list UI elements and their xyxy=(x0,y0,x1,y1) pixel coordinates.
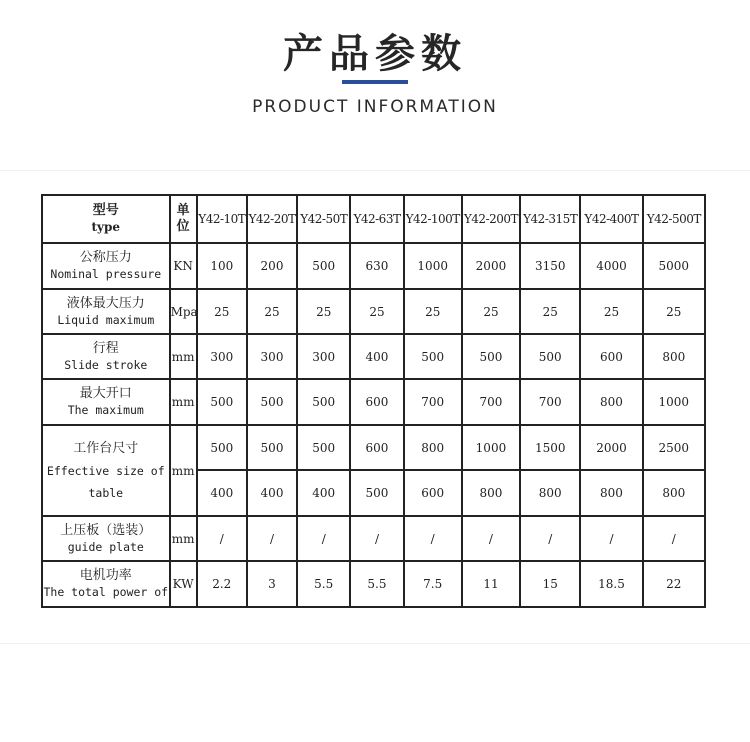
value-cell: 500 xyxy=(197,425,247,470)
row-label-cn: 行程 xyxy=(92,340,119,356)
model-cell: Y42-315T xyxy=(520,195,580,243)
value-cell: / xyxy=(197,516,247,561)
row-label-en: Slide stroke xyxy=(64,357,148,372)
model-cell: Y42-20T xyxy=(247,195,297,243)
row-label xyxy=(42,379,170,425)
row-label-cn: 公称压力 xyxy=(79,250,132,265)
value-cell: 25 xyxy=(297,289,350,334)
value-cell: 1000 xyxy=(643,379,705,425)
value-cell: 100 xyxy=(197,243,247,289)
value-cell: 25 xyxy=(404,289,462,334)
value-cell: 400 xyxy=(350,334,403,379)
table-row xyxy=(42,561,705,607)
row-label-cn: 上压板（选装） xyxy=(60,522,152,538)
model-cell: Y42-100T xyxy=(404,195,462,243)
row-label-cn: 最大开口 xyxy=(79,386,132,401)
row-label-cn: 工作台尺寸 xyxy=(73,440,139,456)
value-cell: 600 xyxy=(580,334,642,379)
table-row xyxy=(42,425,705,470)
value-cell: 3 xyxy=(247,561,297,607)
value-cell: 700 xyxy=(404,379,462,425)
value-cell: 800 xyxy=(462,470,520,516)
page-title: 产品参数 xyxy=(283,31,467,77)
value-cell: 5.5 xyxy=(297,561,350,607)
value-cell: 800 xyxy=(580,379,642,425)
value-cell: 800 xyxy=(580,470,642,516)
value-cell: 500 xyxy=(520,334,580,379)
row-label xyxy=(42,561,170,607)
value-cell: / xyxy=(404,516,462,561)
row-unit: KN xyxy=(170,243,197,289)
value-cell: 5.5 xyxy=(350,561,403,607)
value-cell: / xyxy=(462,516,520,561)
header-model-cell xyxy=(42,195,170,243)
value-cell: 2000 xyxy=(580,425,642,470)
value-cell: 700 xyxy=(520,379,580,425)
value-cell: 500 xyxy=(297,425,350,470)
row-label xyxy=(42,425,170,516)
value-cell: 1000 xyxy=(462,425,520,470)
value-cell: 500 xyxy=(462,334,520,379)
value-cell: / xyxy=(520,516,580,561)
row-label-en: The total power of xyxy=(43,585,169,599)
model-cell: Y42-200T xyxy=(462,195,520,243)
value-cell: 400 xyxy=(247,470,297,516)
value-cell: 18.5 xyxy=(580,561,642,607)
value-cell: 600 xyxy=(404,470,462,516)
value-cell: 25 xyxy=(350,289,403,334)
value-cell: / xyxy=(350,516,403,561)
row-unit: mm xyxy=(170,379,197,425)
value-cell: 25 xyxy=(462,289,520,334)
value-cell: 200 xyxy=(247,243,297,289)
value-cell: 5000 xyxy=(643,243,705,289)
model-cell: Y42-10T xyxy=(197,195,247,243)
value-cell: 500 xyxy=(197,379,247,425)
table-row xyxy=(42,243,705,289)
row-unit: mm xyxy=(170,334,197,379)
value-cell: 25 xyxy=(643,289,705,334)
model-cell: Y42-63T xyxy=(350,195,403,243)
value-cell: 300 xyxy=(297,334,350,379)
model-cell: Y42-400T xyxy=(580,195,642,243)
value-cell: 500 xyxy=(350,470,403,516)
value-cell: 11 xyxy=(462,561,520,607)
model-cell: Y42-50T xyxy=(297,195,350,243)
header-unit-cn: 单位 xyxy=(176,203,190,234)
value-cell: 1000 xyxy=(404,243,462,289)
model-cell: Y42-500T xyxy=(643,195,705,243)
value-cell: 800 xyxy=(404,425,462,470)
value-cell: 600 xyxy=(350,379,403,425)
value-cell: 300 xyxy=(197,334,247,379)
row-label-cn: 电机功率 xyxy=(79,568,132,583)
value-cell: 4000 xyxy=(580,243,642,289)
value-cell: 800 xyxy=(520,470,580,516)
row-label xyxy=(42,289,170,334)
table-row xyxy=(42,289,705,334)
value-cell: 3150 xyxy=(520,243,580,289)
header-model-cn: 型号 xyxy=(92,203,119,218)
table-row xyxy=(42,516,705,561)
value-cell: / xyxy=(580,516,642,561)
header xyxy=(0,0,750,170)
table-row xyxy=(42,379,705,425)
value-cell: 500 xyxy=(297,243,350,289)
value-cell: 15 xyxy=(520,561,580,607)
value-cell: 2500 xyxy=(643,425,705,470)
row-label-en: The maximum xyxy=(67,403,144,417)
value-cell: 800 xyxy=(643,334,705,379)
row-label-en: table xyxy=(88,485,124,500)
value-cell: 25 xyxy=(247,289,297,334)
value-cell: 25 xyxy=(520,289,580,334)
value-cell: 500 xyxy=(247,425,297,470)
value-cell: 25 xyxy=(580,289,642,334)
value-cell: / xyxy=(643,516,705,561)
row-label-cn: 液体最大压力 xyxy=(66,295,145,311)
page-subtitle: PRODUCT INFORMATION xyxy=(252,97,498,117)
value-cell: 600 xyxy=(350,425,403,470)
value-cell: 500 xyxy=(404,334,462,379)
row-unit: mm xyxy=(170,425,197,516)
spec-table xyxy=(41,194,706,608)
value-cell: 2000 xyxy=(462,243,520,289)
row-label-en: Effective size of xyxy=(46,463,165,478)
value-cell: 400 xyxy=(197,470,247,516)
header-unit-cell xyxy=(170,195,197,243)
value-cell: / xyxy=(297,516,350,561)
row-unit: Mpa xyxy=(170,289,197,334)
value-cell: 400 xyxy=(297,470,350,516)
table-header-row xyxy=(42,195,705,243)
title-underline xyxy=(342,80,408,84)
value-cell: 500 xyxy=(297,379,350,425)
value-cell: 630 xyxy=(350,243,403,289)
value-cell: 300 xyxy=(247,334,297,379)
row-label-en: Nominal pressure xyxy=(50,267,162,281)
row-label xyxy=(42,334,170,379)
row-label xyxy=(42,516,170,561)
value-cell: 2.2 xyxy=(197,561,247,607)
value-cell: 25 xyxy=(197,289,247,334)
row-label xyxy=(42,243,170,289)
row-unit: mm xyxy=(170,516,197,561)
row-label-en: guide plate xyxy=(67,539,144,554)
value-cell: 700 xyxy=(462,379,520,425)
row-unit: KW xyxy=(170,561,197,607)
value-cell: 7.5 xyxy=(404,561,462,607)
value-cell: 22 xyxy=(643,561,705,607)
value-cell: / xyxy=(247,516,297,561)
value-cell: 1500 xyxy=(520,425,580,470)
header-model-en: type xyxy=(91,220,121,234)
table-row xyxy=(42,334,705,379)
value-cell: 800 xyxy=(643,470,705,516)
value-cell: 500 xyxy=(247,379,297,425)
row-label-en: Liquid maximum xyxy=(57,312,155,327)
